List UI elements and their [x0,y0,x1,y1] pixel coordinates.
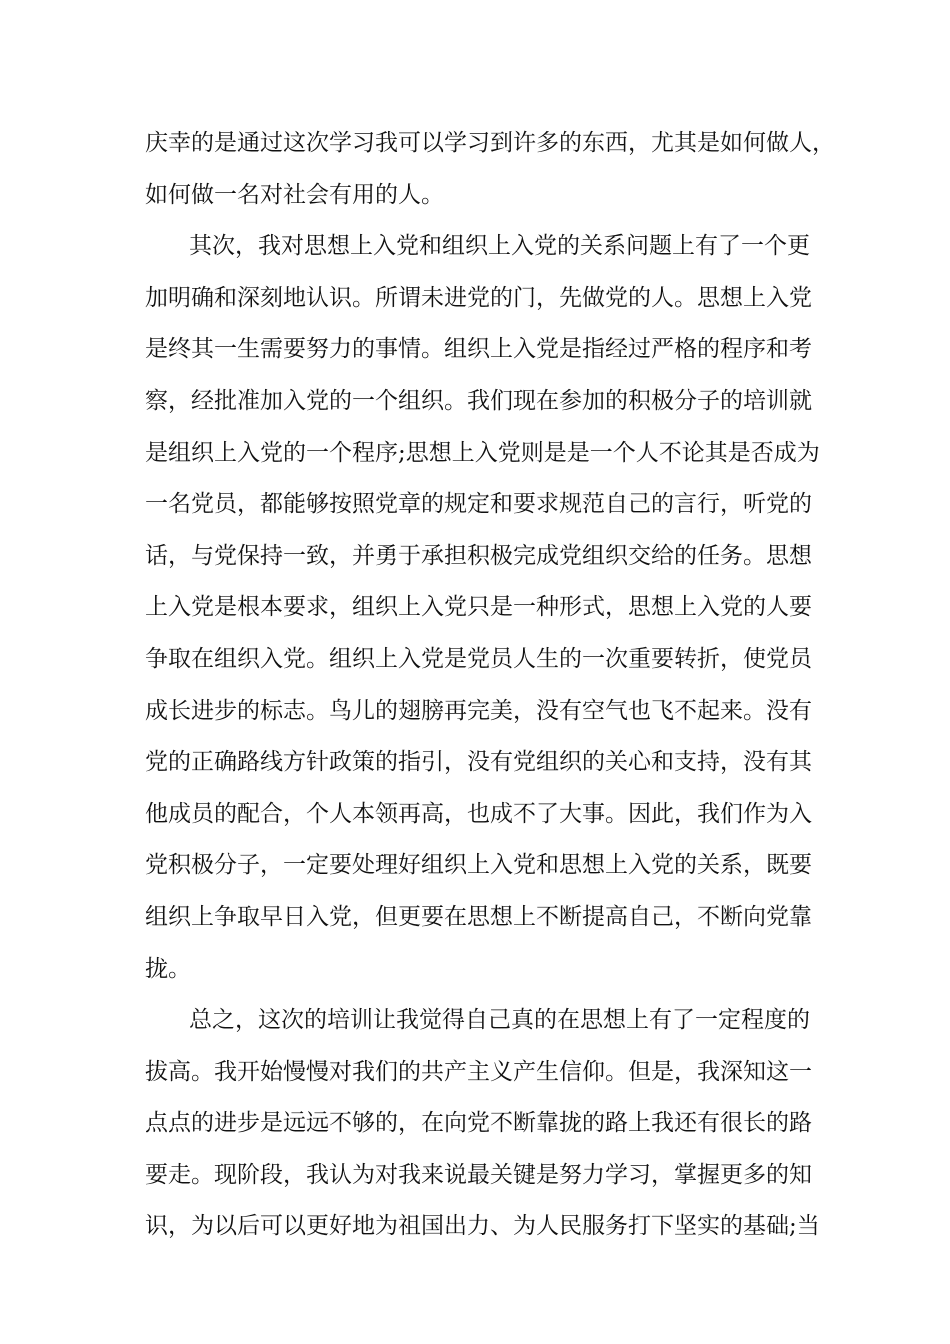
text-line: 庆幸的是通过这次学习我可以学习到许多的东西，尤其是如何做人， [145,130,835,156]
text-line: 察，经批准加入党的一个组织。我们现在参加的积极分子的培训就 [145,387,812,414]
text-line: 党积极分子，一定要处理好组织上入党和思想上入党的关系，既要 [145,852,812,879]
text-line: 他成员的配合，个人本领再高，也成不了大事。因此，我们作为入 [145,800,812,827]
text-line: 识，为以后可以更好地为祖国出力、为人民服务打下坚实的基础;当 [145,1213,820,1240]
text-line: 一名党员，都能够按照党章的规定和要求规范自己的言行，听党的 [145,491,812,518]
text-line: 点点的进步是远远不够的，在向党不断靠拢的路上我还有很长的路 [145,1110,812,1137]
text-line: 成长进步的标志。鸟儿的翅膀再完美，没有空气也飞不起来。没有 [145,697,812,724]
text-line: 争取在组织入党。组织上入党是党员人生的一次重要转折，使党员 [145,645,812,672]
text-line: 拔高。我开始慢慢对我们的共产主义产生信仰。但是，我深知这一 [145,1058,812,1085]
text-line: 加明确和深刻地认识。所谓未进党的门，先做党的人。思想上入党 [145,284,812,311]
text-line: 是组织上入党的一个程序;思想上入党则是是一个人不论其是否成为 [145,439,820,466]
text-line: 是终其一生需要努力的事情。组织上入党是指经过严格的程序和考 [145,336,812,363]
text-line: 如何做一名对社会有用的人。 [145,181,444,208]
text-line: 党的正确路线方针政策的指引，没有党组织的关心和支持，没有其 [145,749,812,776]
text-line: 组织上争取早日入党，但更要在思想上不断提高自己，不断向党靠 [145,903,812,930]
text-line: 其次，我对思想上入党和组织上入党的关系问题上有了一个更 [189,233,810,260]
text-line: 总之，这次的培训让我觉得自己真的在思想上有了一定程度的 [189,1007,810,1034]
text-line: 话，与党保持一致，并勇于承担积极完成党组织交给的任务。思想 [145,542,812,569]
text-line: 要走。现阶段，我认为对我来说最关键是努力学习，掌握更多的知 [145,1161,812,1188]
text-line: 上入党是根本要求，组织上入党只是一种形式，思想上入党的人要 [145,594,812,621]
document-body [145,118,835,1253]
text-line: 拢。 [145,955,191,982]
